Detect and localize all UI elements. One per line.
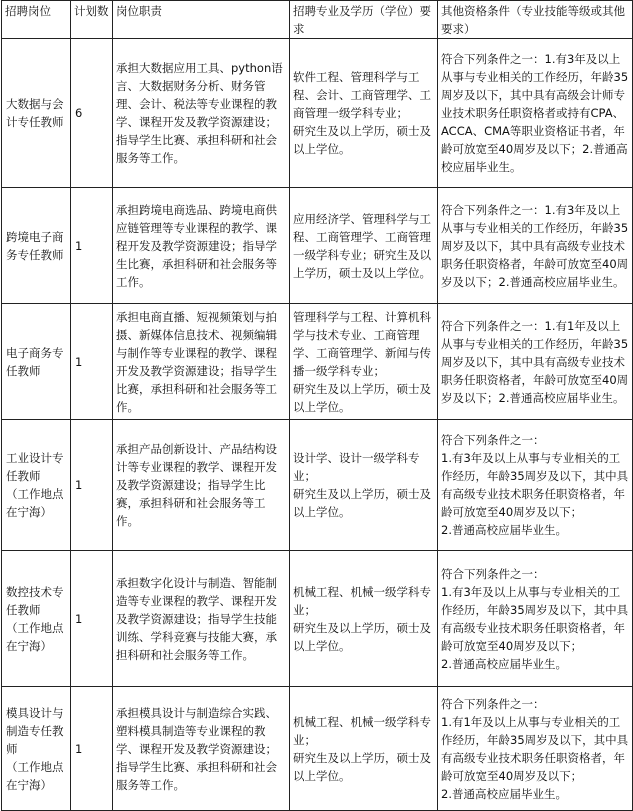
count-cell: 1 xyxy=(71,188,113,304)
major-cell xyxy=(290,188,438,304)
major-cell xyxy=(290,39,438,188)
position-title: 电子商务专任教师 xyxy=(6,345,64,378)
major-cell xyxy=(290,687,438,811)
header-position: 招聘岗位 xyxy=(2,1,71,39)
position-note: （工作地点在宁海） xyxy=(6,620,64,653)
other-text: 1.有3年及以上从事与专业相关的工作经历，年龄35周岁及以下，其中具有高级专业技术职务任职资格者，年龄可放宽至40周岁及以下； xyxy=(441,584,629,653)
other-text: 2.普通高校应届毕业生。 xyxy=(441,523,567,537)
position-cell xyxy=(2,420,71,551)
position-cell xyxy=(2,551,71,687)
table-row xyxy=(2,188,633,304)
other-cell xyxy=(438,188,633,304)
table-row xyxy=(2,420,633,551)
position-cell xyxy=(2,687,71,811)
major-text: 设计学、设计一级学科专业； xyxy=(293,451,420,483)
position-title: 模具设计与制造专任教师 xyxy=(6,705,64,756)
position-cell xyxy=(2,39,71,188)
other-text: 符合下列条件之一：1.有1年及以上从事与专业相关的工作经历，年龄35周岁及以下，其中具有高级专业技术职务任职资格者，年龄可放宽至40周岁及以下；2.普通高校应届毕业生。 xyxy=(441,318,629,405)
degree-text: 研究生及以上学历，硕士及以上学位。 xyxy=(293,247,431,280)
major-text: 软件工程、管理科学与工程、会计、工商管理学、工商管理一级学科专业； xyxy=(293,70,431,120)
duty-cell: 承担电商直播、短视频策划与拍摄、新媒体信息技术、视频编辑与制作等专业课程的教学、课程开发及教学资源建设；指导学生比赛，承担科研和社会服务等工作。 xyxy=(113,304,290,420)
duty-cell: 承担模具设计与制造综合实践、塑料模具制造等专业课程的教学、课程开发及教学资源建设；指导学生比赛、承担科研和社会服务等工作。 xyxy=(113,687,290,811)
degree-text: 研究生及以上学历，硕士及以上学位。 xyxy=(293,620,431,653)
table-header-row xyxy=(2,1,633,39)
major-text: 机械工程、机械一级学科专业； xyxy=(293,714,431,747)
major-text: 管理科学与工程、计算机科学与技术专业、工商管理学、工商管理学、新闻与传播一级学科专业； xyxy=(293,309,431,378)
other-text: 1.有3年及以上从事与专业相关的工作经历，年龄35周岁及以下，其中具有高级专业技术职务任职资格者，年龄可放宽至40周岁及以下； xyxy=(441,451,629,519)
other-text: 2.普通高校应届毕业生。 xyxy=(441,656,567,671)
other-cell xyxy=(438,687,633,811)
header-other: 其他资格条件（专业技能等级或其他要求） xyxy=(438,1,633,39)
degree-text: 研究生及以上学历，硕士及以上学位。 xyxy=(293,750,431,783)
major-cell xyxy=(290,420,438,551)
count-cell: 1 xyxy=(71,687,113,811)
other-text: 符合下列条件之一： xyxy=(441,696,545,711)
other-text: 符合下列条件之一：1.有3年及以上从事与专业相关的工作经历，年龄35周岁及以下，其中具有高级会计师专业技术职务任职资格者或持有CPA、ACCA、CMA等职业资格证书者，年龄可放宽至40周岁及以下；2.普通高校应届毕业生。 xyxy=(441,52,629,174)
major-text: 应用经济学、管理科学与工程、工商管理学、工商管理一级学科专业； xyxy=(293,211,431,262)
table-row xyxy=(2,551,633,687)
duty-cell: 承担数字化设计与制造、智能制造等专业课程的教学、课程开发及教学资源建设；指导学生技能训练、学科竞赛与技能大赛，承担科研和社会服务等工作。 xyxy=(113,551,290,687)
position-title: 跨境电子商务专任教师 xyxy=(6,229,64,262)
other-cell xyxy=(438,39,633,188)
position-note: （工作地点在宁海） xyxy=(6,759,64,792)
count-cell: 1 xyxy=(71,551,113,687)
major-cell xyxy=(290,551,438,687)
position-title: 数控技术专任教师 xyxy=(6,584,64,617)
other-text: 2.普通高校应届毕业生。 xyxy=(441,786,567,801)
duty-cell: 承担跨境电商选品、跨境电商供应链管理等专业课程的教学、课程开发及教学资源建设；指导学生比赛，承担科研和社会服务等工作。 xyxy=(113,188,290,304)
other-text: 符合下列条件之一： xyxy=(441,566,545,581)
degree-text: 研究生及以上学历，硕士及以上学位。 xyxy=(293,381,431,414)
other-text: 符合下列条件之一：1.有3年及以上从事与专业相关的工作经历，年龄35周岁及以下，其中具有高级专业技术职务任职资格者，年龄可放宽至40周岁及以下；2.普通高校应届毕业生。 xyxy=(441,202,629,289)
recruitment-table xyxy=(1,0,633,811)
table-row xyxy=(2,304,633,420)
degree-text: 研究生及以上学历，硕士及以上学位。 xyxy=(293,487,431,519)
degree-text: 研究生及以上学历，硕士及以上学位。 xyxy=(293,124,431,156)
other-cell xyxy=(438,551,633,687)
position-title: 大数据与会计专任教师 xyxy=(6,97,64,129)
other-cell xyxy=(438,304,633,420)
other-text: 1.有1年及以上从事与专业相关的工作经历，年龄35周岁及以下，其中具有高级专业技术职务任职资格者，年龄可放宽至40周岁及以下； xyxy=(441,714,629,783)
header-count: 计划数 xyxy=(71,1,113,39)
count-cell: 6 xyxy=(71,39,113,188)
count-cell: 1 xyxy=(71,304,113,420)
position-note: （工作地点在宁海） xyxy=(6,487,64,519)
header-duty: 岗位职责 xyxy=(113,1,290,39)
major-text: 机械工程、机械一级学科专业； xyxy=(293,584,431,617)
other-text: 符合下列条件之一： xyxy=(441,433,545,447)
header-major: 招聘专业及学历（学位）要求 xyxy=(290,1,438,39)
major-cell xyxy=(290,304,438,420)
table-row xyxy=(2,687,633,811)
table-row xyxy=(2,39,633,188)
duty-cell: 承担产品创新设计、产品结构设计等专业课程的教学、课程开发及教学资源建设；指导学生比赛，承担科研和社会服务等工作。 xyxy=(113,420,290,551)
position-cell xyxy=(2,188,71,304)
duty-cell: 承担大数据应用工具、python语言、大数据财务分析、财务管理、会计、税法等专业课程的教学、课程开发及教学资源建设；指导学生比赛、承担科研和社会服务等工作。 xyxy=(113,39,290,188)
position-cell xyxy=(2,304,71,420)
position-title: 工业设计专任教师 xyxy=(6,451,64,483)
count-cell: 1 xyxy=(71,420,113,551)
other-cell xyxy=(438,420,633,551)
